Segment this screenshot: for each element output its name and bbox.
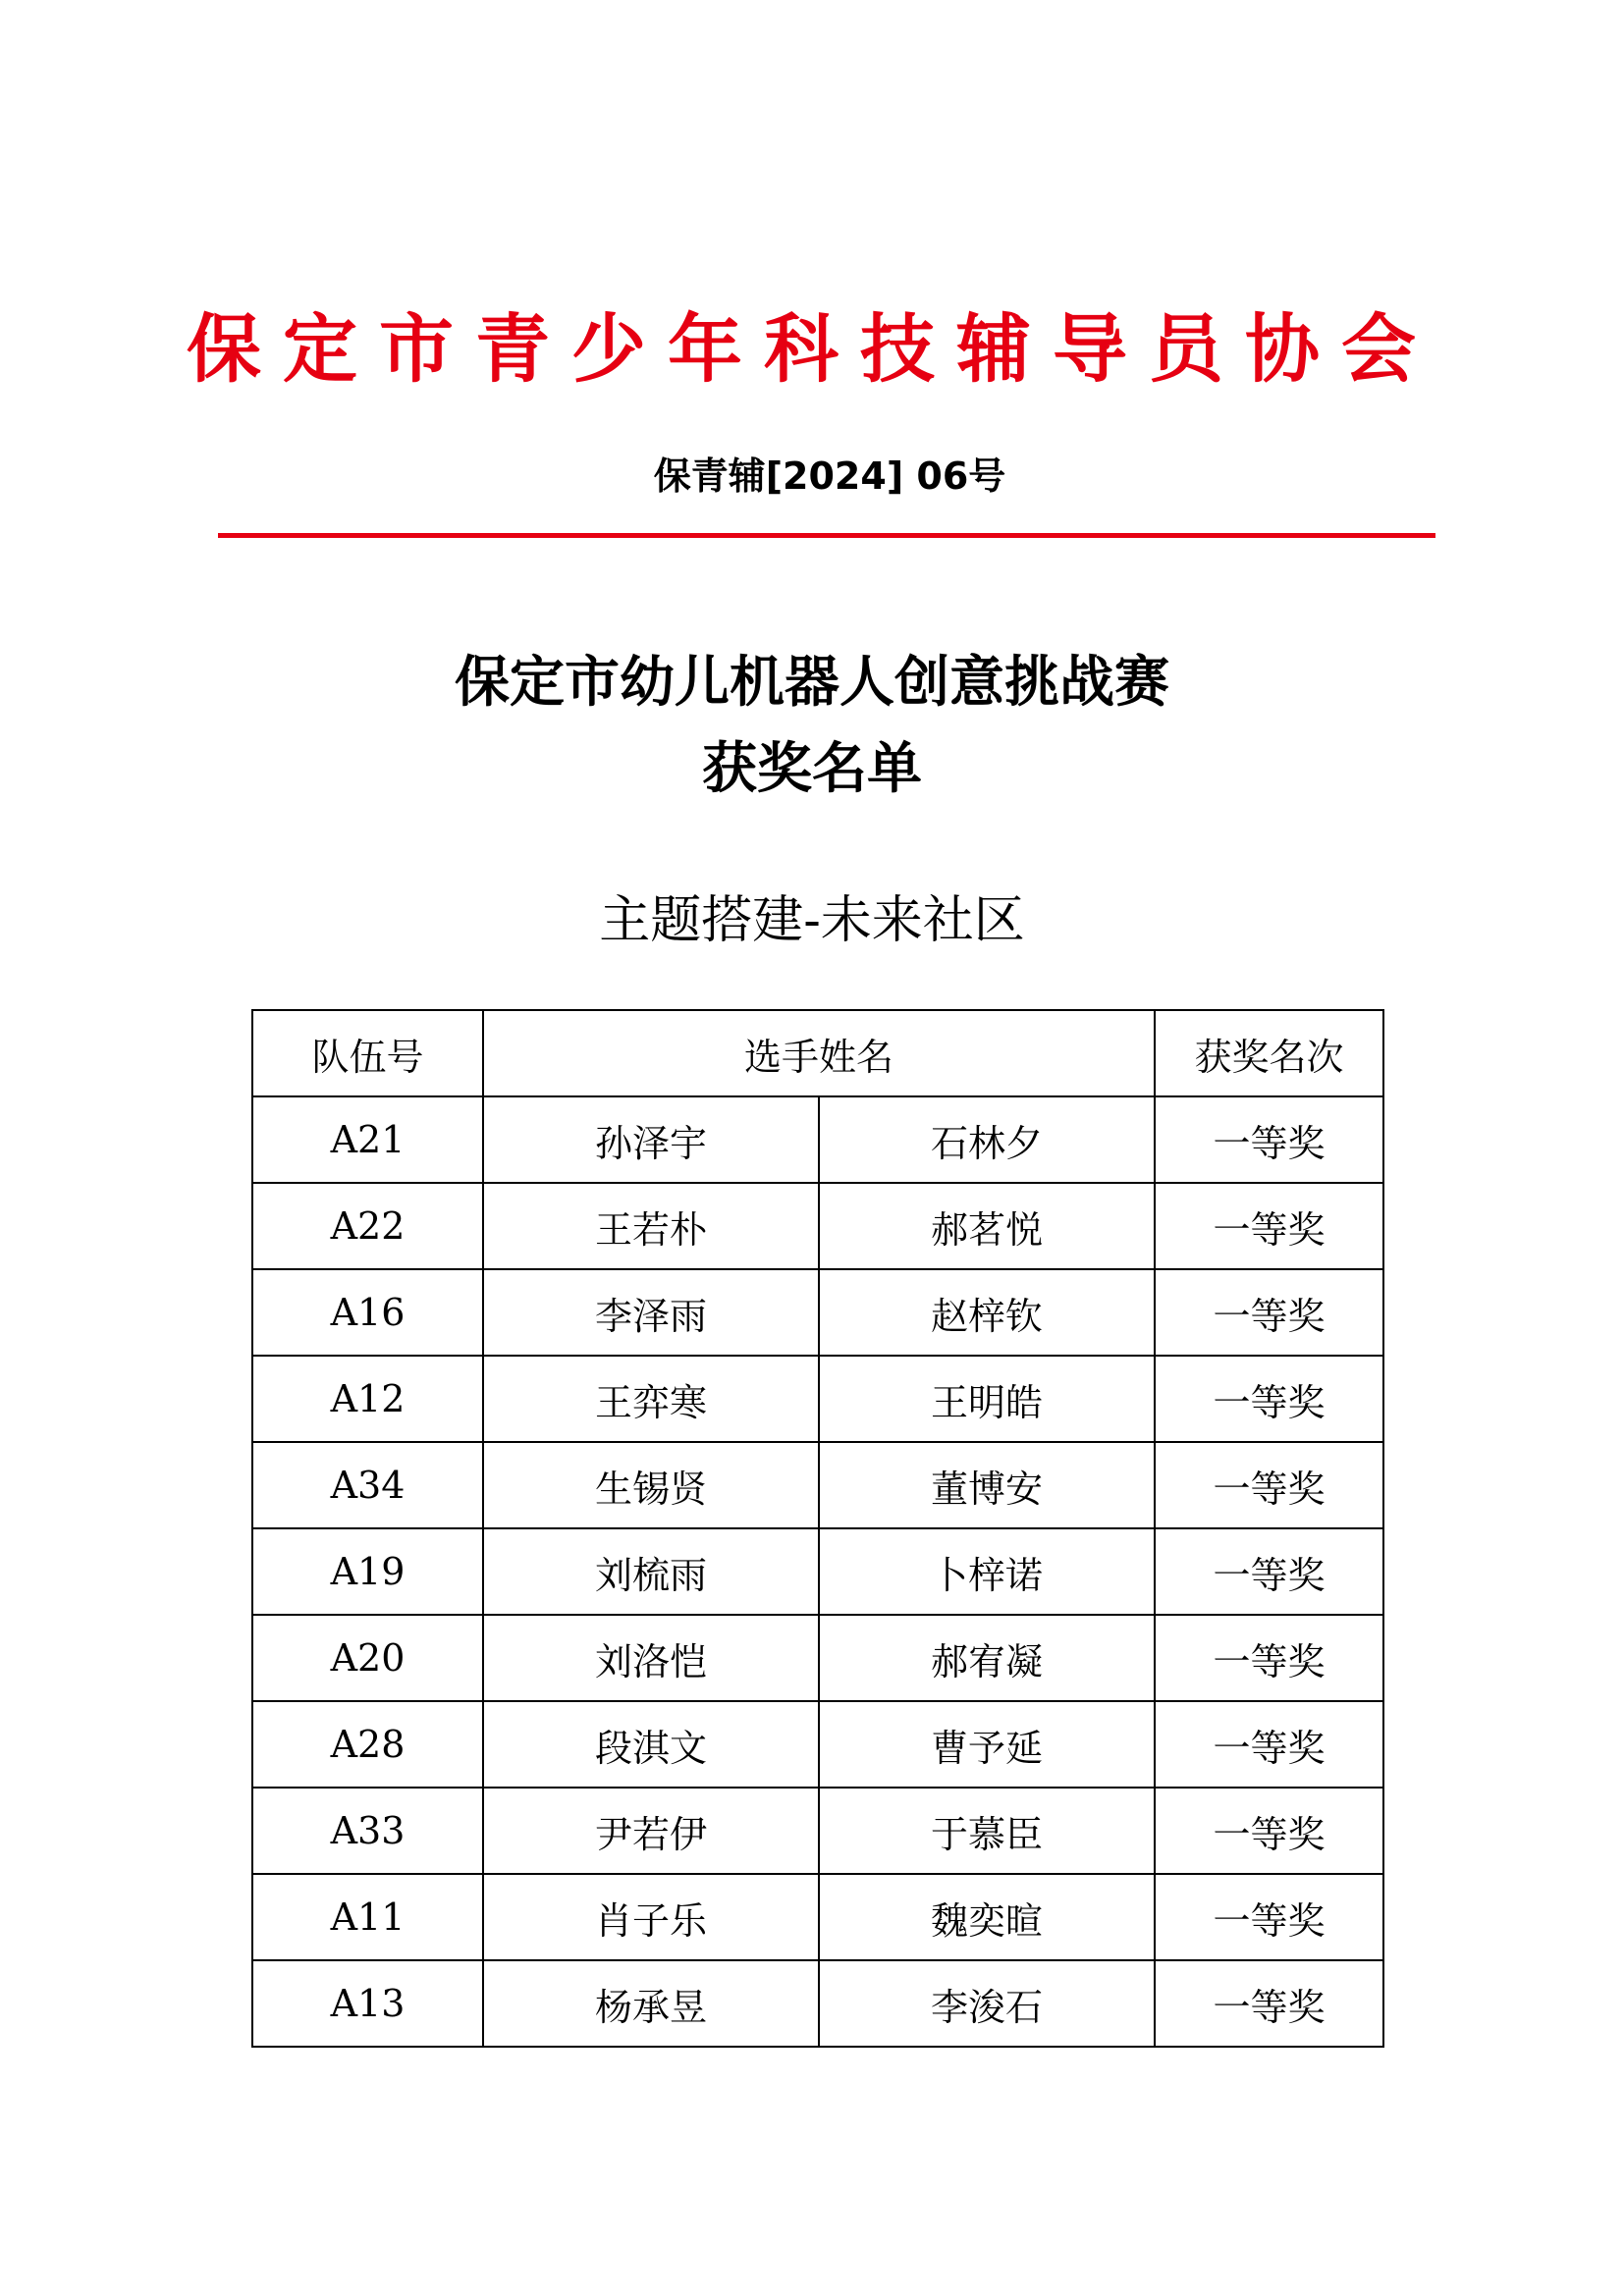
team-cell: A28 [252,1701,483,1788]
player2-cell: 赵梓钦 [819,1269,1155,1356]
player1-cell: 杨承昱 [483,1960,819,2047]
award-cell: 一等奖 [1155,1528,1383,1615]
document-title-line1: 保定市幼儿机器人创意挑战赛 [455,651,1169,715]
team-cell: A16 [252,1269,483,1356]
table-row [252,1356,1383,1442]
table-row [252,1096,1383,1183]
player2-cell: 于慕臣 [819,1788,1155,1874]
player1-cell: 段淇文 [483,1701,819,1788]
award-cell: 一等奖 [1155,1096,1383,1183]
table-row [252,1528,1383,1615]
team-cell: A20 [252,1615,483,1701]
award-cell: 一等奖 [1155,1874,1383,1960]
player2-cell: 石林夕 [819,1096,1155,1183]
header-team: 队伍号 [252,1010,483,1096]
player1-cell: 李泽雨 [483,1269,819,1356]
player2-cell: 卜梓诺 [819,1528,1155,1615]
team-cell: A11 [252,1874,483,1960]
player1-cell: 王弈寒 [483,1356,819,1442]
header-award: 获奖名次 [1155,1010,1383,1096]
player2-cell: 李浚石 [819,1960,1155,2047]
team-cell: A21 [252,1096,483,1183]
award-cell: 一等奖 [1155,1183,1383,1269]
document-title [0,640,1624,813]
player1-cell: 刘洛恺 [483,1615,819,1701]
player2-cell: 魏奕暄 [819,1874,1155,1960]
header-players: 选手姓名 [483,1010,1155,1096]
player1-cell: 孙泽宇 [483,1096,819,1183]
award-table [251,1009,1384,2048]
table-row [252,1788,1383,1874]
award-cell: 一等奖 [1155,1788,1383,1874]
document-number: 保青辅[2024] 06号 [653,454,1006,498]
organization-header: 保定市青少年科技辅导员协会 [187,305,1437,393]
award-cell: 一等奖 [1155,1615,1383,1701]
player2-cell: 董博安 [819,1442,1155,1528]
team-cell: A33 [252,1788,483,1874]
table-header-row [252,1010,1383,1096]
player2-cell: 郝茗悦 [819,1183,1155,1269]
player2-cell: 曹予延 [819,1701,1155,1788]
player2-cell: 郝宥凝 [819,1615,1155,1701]
player2-cell: 王明皓 [819,1356,1155,1442]
award-cell: 一等奖 [1155,1701,1383,1788]
table-row [252,1960,1383,2047]
section-title: 主题搭建-未来社区 [599,891,1025,950]
team-cell: A34 [252,1442,483,1528]
award-cell: 一等奖 [1155,1356,1383,1442]
team-cell: A13 [252,1960,483,2047]
team-cell: A22 [252,1183,483,1269]
player1-cell: 尹若伊 [483,1788,819,1874]
award-cell: 一等奖 [1155,1442,1383,1528]
table-row [252,1442,1383,1528]
player1-cell: 王若朴 [483,1183,819,1269]
team-cell: A19 [252,1528,483,1615]
document-title-line2: 获奖名单 [702,737,922,801]
table-row [252,1874,1383,1960]
red-divider [218,533,1435,538]
player1-cell: 刘梳雨 [483,1528,819,1615]
player1-cell: 生锡贤 [483,1442,819,1528]
award-cell: 一等奖 [1155,1269,1383,1356]
table-row [252,1269,1383,1356]
table-row [252,1183,1383,1269]
table-row [252,1615,1383,1701]
team-cell: A12 [252,1356,483,1442]
table-row [252,1701,1383,1788]
player1-cell: 肖子乐 [483,1874,819,1960]
award-cell: 一等奖 [1155,1960,1383,2047]
